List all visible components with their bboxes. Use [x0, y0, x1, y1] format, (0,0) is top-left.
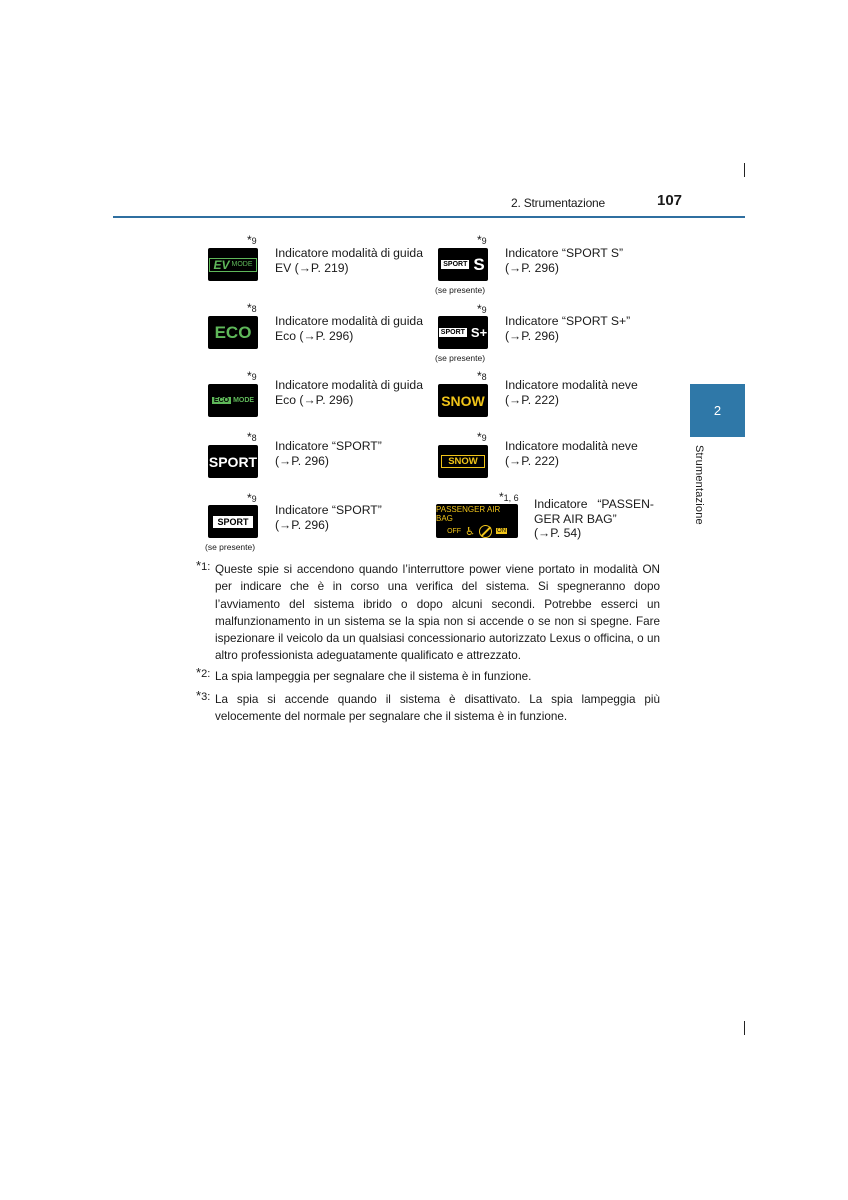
indicator-description: Indicatore “SPORT S+” (→P. 296) [505, 314, 631, 343]
footnote-mark: *3: [196, 688, 211, 703]
availability-note: (se presente) [205, 542, 256, 552]
chapter-label: Strumentazione [693, 445, 705, 525]
indicator-description: Indicatore “SPORT” (→P. 296) [275, 503, 382, 532]
ev-mode-icon: EV MODE [208, 248, 258, 281]
seat-occupant-icon: ♿ [465, 525, 475, 538]
reference-mark: *9 [477, 233, 487, 247]
reference-mark: *8 [477, 369, 487, 383]
indicator-description: Indicatore modalità di guida EV (→P. 219) [275, 246, 423, 275]
chapter-tab[interactable] [690, 384, 745, 437]
indicator-description: Indicatore modalità di guida Eco (→P. 296) [275, 378, 423, 407]
reference-mark: *8 [247, 301, 257, 315]
sport-s-icon: SPORT S [438, 248, 488, 281]
crop-mark-top [744, 163, 745, 177]
sport-icon: SPORT [208, 445, 258, 478]
reference-mark: *9 [247, 491, 257, 505]
reference-mark: *9 [477, 430, 487, 444]
passenger-airbag-icon: PASSENGER AIR BAG OFF ♿ ON [436, 504, 518, 538]
reference-mark: *8 [247, 430, 257, 444]
footnote: *1: Queste spie si accendono quando l’interruttore power viene portato in modalità ON per indicare che è in corso una verifica del sistema. Si spegneranno dopo l’avviamento del sistema ibrido o dopo alcuni secondi. Potrebbe esserci un malfunzionamento in un sistema se la spia non si accende o se non si spegne. Fare ispezionare il veicolo da un qualsiasi concessionario autorizzato Lexus o officina, o un altro professionista adeguatamente qualificato e attrezzato. [196, 558, 660, 663]
reference-mark: *1, 6 [499, 490, 519, 504]
page-number: 107 [657, 192, 683, 209]
header-divider [113, 216, 745, 218]
indicator-description: Indicatore “SPORT” (→P. 296) [275, 439, 382, 468]
availability-note: (se presente) [435, 285, 486, 295]
availability-note: (se presente) [435, 353, 486, 363]
indicator-description: Indicatore “SPORT S” (→P. 296) [505, 246, 624, 275]
footnote-mark: *2: [196, 665, 211, 680]
eco-mode-icon: ECO MODE [208, 384, 258, 417]
footnote: *2: La spia lampeggia per segnalare che il sistema è in funzione. [196, 665, 532, 683]
reference-mark: *9 [247, 369, 257, 383]
chapter-number: 2 [713, 403, 722, 418]
footnote-mark: *1: [196, 558, 211, 573]
indicator-description: Indicatore modalità neve (→P. 222) [505, 439, 638, 468]
sport-s-plus-icon: SPORT S+ [438, 316, 488, 349]
eco-icon: ECO [208, 316, 258, 349]
airbag-disabled-icon [479, 525, 492, 538]
snow-icon: SNOW [438, 384, 488, 417]
reference-mark: *9 [247, 233, 257, 247]
sport-boxed-icon: SPORT [208, 505, 258, 538]
reference-mark: *9 [477, 302, 487, 316]
indicator-description: Indicatore “PASSEN- GER AIR BAG” (→P. 54) [534, 497, 654, 540]
crop-mark-bottom [744, 1021, 745, 1035]
footnote: *3: La spia si accende quando il sistema è disattivato. La spia lampeggia più velocemente del normale per segnalare che il sistema è in funzione. [196, 688, 660, 724]
snow-boxed-icon: SNOW [438, 445, 488, 478]
indicator-description: Indicatore modalità neve (→P. 222) [505, 378, 638, 407]
indicator-description: Indicatore modalità di guida Eco (→P. 296) [275, 314, 423, 343]
section-title: 2. Strumentazione [511, 196, 605, 210]
